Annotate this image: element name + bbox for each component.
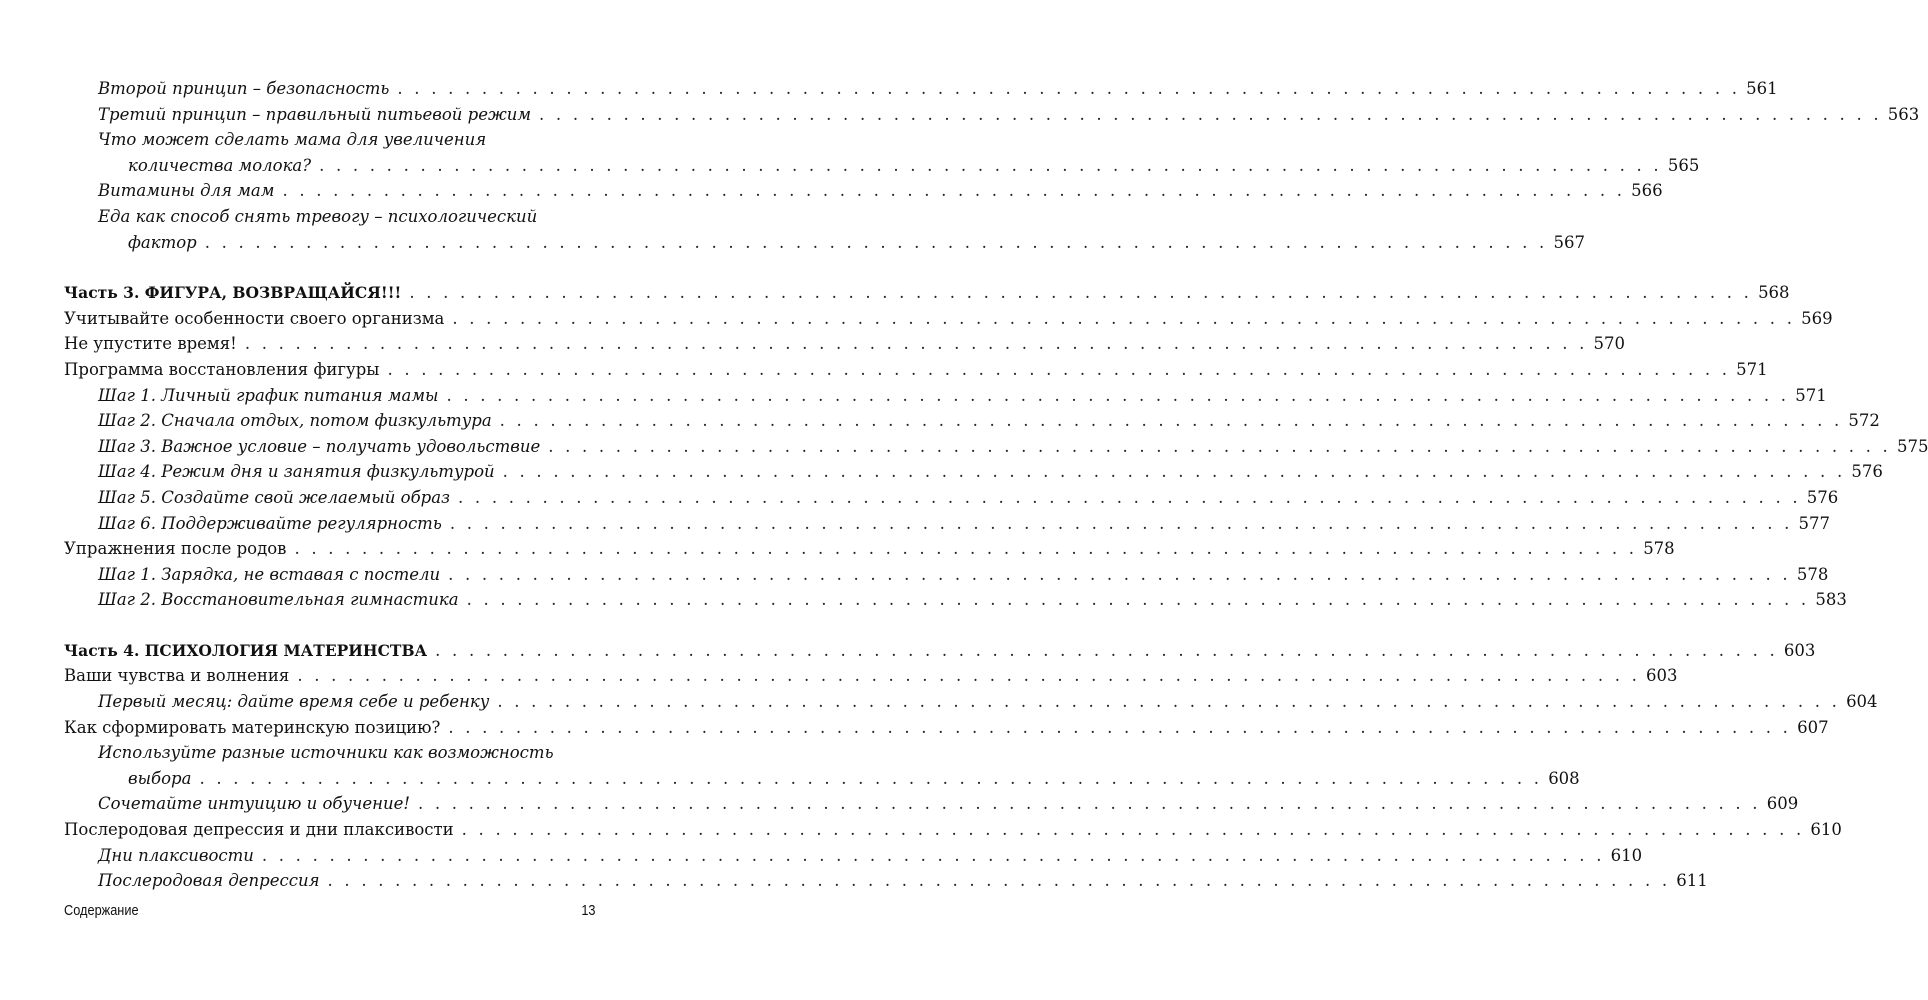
dot-leader: . . . . . . . . . . . . . . . . . . . . . . . . . . . . . . . . . . . . . . . . . . . . . . . . . . . . . . . . . . . . . . . . . . . . . . . . . . . . . . . . (539, 104, 1882, 124)
toc-entry (64, 102, 1920, 128)
toc-entry-page: 578 (1796, 564, 1829, 584)
toc-entry (64, 331, 1626, 357)
toc-entry-page: 577 (1798, 513, 1831, 533)
toc-entry-page: 563 (1887, 104, 1920, 124)
toc-entry-title: Ваши чувства и волнения (64, 666, 290, 686)
toc-group-part-4 (64, 638, 1878, 894)
dot-leader: . . . . . . . . . . . . . . . . . . . . . . . . . . . . . . . . . . . . . . . . . . . . . . . . . . . . . . . . . . . . . . . . . . . . . . . . . . . . . . . . (319, 155, 1662, 175)
toc-entry-title: Программа восстановления фигуры (64, 359, 380, 379)
toc-entry (64, 715, 1829, 741)
toc-entry-title: количества молока? (128, 155, 312, 175)
section-gap (64, 613, 598, 638)
toc-entry-title: Шаг 2. Восстановительная гимнастика (98, 590, 459, 610)
toc-entry-title: Шаг 4. Режим дня и занятия физкультурой (98, 462, 495, 482)
toc-entry (64, 459, 1883, 485)
dot-leader: . . . . . . . . . . . . . . . . . . . . . . . . . . . . . . . . . . . . . . . . . . . . . . . . . . . . . . . . . . . . . . . . . . . . . . . . . . . . . . . . (294, 539, 1638, 559)
toc-entry-page: 610 (1810, 820, 1842, 840)
toc-entry-title: Шаг 3. Важное условие – получать удовольствие (98, 436, 541, 456)
toc-entry (64, 562, 1829, 588)
footer-section-title: Содержание (64, 903, 139, 919)
toc-entry-page: 568 (1758, 283, 1790, 303)
toc-entry-title: Часть 3. ФИГУРА, ВОЗВРАЩАЙСЯ!!! (64, 283, 402, 303)
section-gap (64, 255, 598, 280)
toc-entry-title: Первый месяц: дайте время себе и ребенку (98, 692, 490, 712)
toc-entry-title: Шаг 6. Поддерживайте регулярность (98, 513, 442, 533)
toc-entry-page: 576 (1851, 462, 1883, 482)
toc-entry-page: 570 (1593, 334, 1626, 354)
dot-leader: . . . . . . . . . . . . . . . . . . . . . . . . . . . . . . . . . . . . . . . . . . . . . . . . . . . . . . . . . . . . . . . . . . . . . . . . . . . . . . . . (204, 232, 1548, 252)
toc-entry-title: Шаг 5. Создайте свой желаемый образ (98, 487, 451, 507)
toc-entry-title: Витамины для мам (98, 181, 275, 201)
toc-entry-page: 603 (1783, 640, 1816, 660)
toc-entry-page: 609 (1766, 794, 1799, 814)
toc-entry-title: Третий принцип – правильный питьевой режим (98, 104, 532, 124)
dot-leader: . . . . . . . . . . . . . . . . . . . . . . . . . . . . . . . . . . . . . . . . . . . . . . . . . . . . . . . . . . . . . . . . . . . . . . . . . . . . . . . . (446, 385, 1790, 405)
toc-entry-title: выбора (128, 768, 192, 788)
toc-entry-title: Часть 4. ПСИХОЛОГИЯ МАТЕРИНСТВА (64, 640, 428, 660)
dot-leader: . . . . . . . . . . . . . . . . . . . . . . . . . . . . . . . . . . . . . . . . . . . . . . . . . . . . . . . . . . . . . . . . . . . . . . . . . . . . . . . . (417, 794, 1761, 814)
toc-entry (64, 204, 598, 230)
toc-entry-page: 578 (1643, 539, 1675, 559)
toc-entry (64, 408, 1880, 434)
dot-leader: . . . . . . . . . . . . . . . . . . . . . . . . . . . . . . . . . . . . . . . . . . . . . . . . . . . . . . . . . . . . . . . . . . . . . . . . . . . . . . . . (387, 359, 1731, 379)
toc-entry-page: 561 (1746, 79, 1778, 98)
toc-entry (64, 817, 1842, 843)
dot-leader: . . . . . . . . . . . . . . . . . . . . . . . . . . . . . . . . . . . . . . . . . . . . . . . . . . . . . . . . . . . . . . . . . . . . . . . . . . . . . . . . (261, 845, 1605, 865)
toc-entry-page: 610 (1610, 845, 1643, 865)
toc-entry-title: Шаг 2. Сначала отдых, потом физкультура (98, 411, 492, 431)
toc-entry (64, 178, 1663, 204)
toc-entry (64, 868, 1708, 894)
toc-entry (64, 587, 1847, 613)
toc-entry-title: Используйте разные источники как возможность (98, 743, 554, 763)
toc-entry (64, 280, 1790, 306)
toc-entry-title: Послеродовая депрессия и дни плаксивости (64, 820, 454, 840)
footer-page-number: 13 (581, 903, 596, 919)
toc-entry-title: Учитывайте особенности своего организма (64, 308, 445, 328)
dot-leader: . . . . . . . . . . . . . . . . . . . . . . . . . . . . . . . . . . . . . . . . . . . . . . . . . . . . . . . . . . . . . . . . . . . . . . . . . . . . . . . . (497, 692, 1841, 712)
toc-entry-title: Как сформировать материнскую позицию? (64, 717, 441, 737)
dot-leader: . . . . . . . . . . . . . . . . . . . . . . . . . . . . . . . . . . . . . . . . . . . . . . . . . . . . . . . . . . . . . . . . . . . . . . . . . . . . . . . . (461, 820, 1805, 840)
toc-entry (64, 638, 1816, 664)
dot-leader: . . . . . . . . . . . . . . . . . . . . . . . . . . . . . . . . . . . . . . . . . . . . . . . . . . . . . . . . . . . . . . . . . . . . . . . . . . . . . . . . (397, 79, 1741, 98)
toc-entry (64, 357, 1768, 383)
toc-entry (64, 153, 1700, 179)
toc-entry-title: Еда как способ снять тревогу – психологический (98, 206, 538, 226)
table-of-contents (64, 76, 1928, 894)
toc-entry-page: 571 (1736, 359, 1768, 379)
toc-entry (64, 76, 1778, 102)
dot-leader: . . . . . . . . . . . . . . . . . . . . . . . . . . . . . . . . . . . . . . . . . . . . . . . . . . . . . . . . . . . . . . . . . . . . . . . . . . . . . . . . (282, 181, 1626, 201)
toc-entry-page: 575 (1896, 436, 1928, 456)
dot-leader: . . . . . . . . . . . . . . . . . . . . . . . . . . . . . . . . . . . . . . . . . . . . . . . . . . . . . . . . . . . . . . . . . . . . . . . . . . . . . . . . (452, 308, 1796, 328)
toc-group-part-3 (64, 280, 1928, 613)
toc-entry-page: 569 (1801, 308, 1833, 328)
dot-leader: . . . . . . . . . . . . . . . . . . . . . . . . . . . . . . . . . . . . . . . . . . . . . . . . . . . . . . . . . . . . . . . . . . . . . . . . . . . . . . . . (435, 640, 1778, 660)
dot-leader: . . . . . . . . . . . . . . . . . . . . . . . . . . . . . . . . . . . . . . . . . . . . . . . . . . . . . . . . . . . . . . . . . . . . . . . . . . . . . . . . (502, 462, 1846, 482)
page-footer (64, 903, 596, 919)
toc-entry (64, 766, 1580, 792)
toc-entry (64, 791, 1799, 817)
dot-leader: . . . . . . . . . . . . . . . . . . . . . . . . . . . . . . . . . . . . . . . . . . . . . . . . . . . . . . . . . . . . . . . . . . . . . . . . . . . . . . . . (448, 717, 1792, 737)
toc-entry-page: 611 (1676, 871, 1708, 891)
dot-leader: . . . . . . . . . . . . . . . . . . . . . . . . . . . . . . . . . . . . . . . . . . . . . . . . . . . . . . . . . . . . . . . . . . . . . . . . . . . . . . . . (199, 768, 1543, 788)
dot-leader: . . . . . . . . . . . . . . . . . . . . . . . . . . . . . . . . . . . . . . . . . . . . . . . . . . . . . . . . . . . . . . . . . . . . . . . . . . . . . . . . (244, 334, 1588, 354)
toc-entry-page: 567 (1553, 232, 1585, 252)
toc-entry-title: Сочетайте интуицию и обучение! (98, 794, 410, 814)
toc-group-breastfeeding (64, 76, 1920, 255)
toc-entry (64, 230, 1585, 256)
toc-entry (64, 306, 1833, 332)
toc-entry (64, 434, 1928, 460)
toc-entry-page: 572 (1848, 411, 1880, 431)
toc-entry-title: Дни плаксивости (98, 845, 254, 865)
toc-entry-title: Послеродовая депрессия (98, 871, 320, 891)
toc-entry-title: Не упустите время! (64, 334, 237, 354)
dot-leader: . . . . . . . . . . . . . . . . . . . . . . . . . . . . . . . . . . . . . . . . . . . . . . . . . . . . . . . . . . . . . . . . . . . . . . . . . . . . . . . . (548, 436, 1891, 456)
dot-leader: . . . . . . . . . . . . . . . . . . . . . . . . . . . . . . . . . . . . . . . . . . . . . . . . . . . . . . . . . . . . . . . . . . . . . . . . . . . . . . . . (466, 590, 1810, 610)
toc-entry (64, 383, 1827, 409)
toc-entry (64, 485, 1839, 511)
toc-entry (64, 127, 598, 153)
dot-leader: . . . . . . . . . . . . . . . . . . . . . . . . . . . . . . . . . . . . . . . . . . . . . . . . . . . . . . . . . . . . . . . . . . . . . . . . . . . . . . . . (449, 513, 1793, 533)
dot-leader: . . . . . . . . . . . . . . . . . . . . . . . . . . . . . . . . . . . . . . . . . . . . . . . . . . . . . . . . . . . . . . . . . . . . . . . . . . . . . . . . (458, 487, 1801, 507)
toc-entry-page: 571 (1795, 385, 1827, 405)
toc-entry-page: 565 (1667, 155, 1700, 175)
toc-entry-page: 576 (1806, 487, 1839, 507)
toc-entry-page: 566 (1631, 181, 1663, 201)
toc-entry-page: 603 (1646, 666, 1678, 686)
toc-entry-page: 604 (1846, 692, 1878, 712)
toc-entry (64, 663, 1678, 689)
toc-entry-title: фактор (128, 232, 197, 252)
toc-entry (64, 740, 598, 766)
toc-entry-page: 607 (1797, 717, 1829, 737)
toc-entry (64, 511, 1831, 537)
dot-leader: . . . . . . . . . . . . . . . . . . . . . . . . . . . . . . . . . . . . . . . . . . . . . . . . . . . . . . . . . . . . . . . . . . . . . . . . . . . . . . . . (409, 283, 1753, 303)
dot-leader: . . . . . . . . . . . . . . . . . . . . . . . . . . . . . . . . . . . . . . . . . . . . . . . . . . . . . . . . . . . . . . . . . . . . . . . . . . . . . . . . (448, 564, 1791, 584)
dot-leader: . . . . . . . . . . . . . . . . . . . . . . . . . . . . . . . . . . . . . . . . . . . . . . . . . . . . . . . . . . . . . . . . . . . . . . . . . . . . . . . . (327, 871, 1671, 891)
dot-leader: . . . . . . . . . . . . . . . . . . . . . . . . . . . . . . . . . . . . . . . . . . . . . . . . . . . . . . . . . . . . . . . . . . . . . . . . . . . . . . . . (297, 666, 1641, 686)
toc-entry-page: 583 (1815, 590, 1847, 610)
toc-entry-page: 608 (1548, 768, 1580, 788)
toc-entry (64, 843, 1643, 869)
toc-entry-title: Что может сделать мама для увеличения (98, 130, 487, 150)
toc-entry-title: Упражнения после родов (64, 539, 287, 559)
toc-entry-title: Второй принцип – безопасность (98, 79, 390, 98)
toc-entry (64, 689, 1878, 715)
toc-entry-title: Шаг 1. Зарядка, не вставая с постели (98, 564, 441, 584)
dot-leader: . . . . . . . . . . . . . . . . . . . . . . . . . . . . . . . . . . . . . . . . . . . . . . . . . . . . . . . . . . . . . . . . . . . . . . . . . . . . . . . . (499, 411, 1843, 431)
toc-entry (64, 536, 1675, 562)
toc-entry-title: Шаг 1. Личный график питания мамы (98, 385, 439, 405)
